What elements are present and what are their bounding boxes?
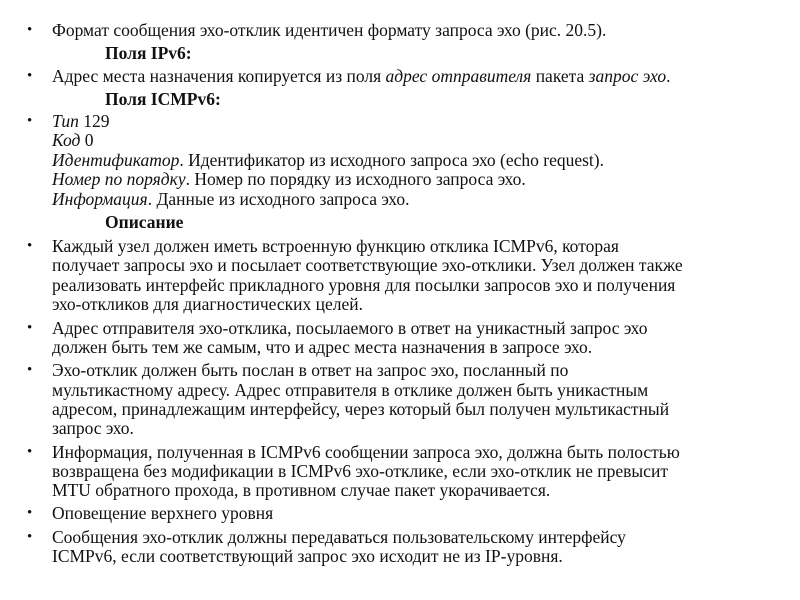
bullet-line: должен быть тем же самым, что и адрес места назначения в запросе эхо. [52,337,593,357]
bullet-icon: • [27,362,33,378]
heading-icmpv6-fields: Поля ICMPv6: [105,89,221,109]
field-value: 129 [78,111,110,131]
bullet-line: адресом, принадлежащим интерфейсу, через который был получен мультикастный [52,399,670,419]
text: пакета [531,66,589,86]
field-data [52,189,409,209]
bullet-icon: • [27,320,33,336]
bullet-line: запрос эхо. [52,418,134,438]
bullet-icon: • [27,238,33,254]
paragraph-destination-address [52,66,670,86]
field-type [52,111,109,131]
field-value: . Данные из исходного запроса эхо. [147,189,410,209]
field-name: Информация [52,189,148,209]
bullet-line: реализовать интерфейс прикладного уровня для посылки запросов эхо и получения [52,275,676,295]
bullet-line: Информация, полученная в ICMPv6 сообщении запроса эхо, должна быть полостью [52,442,680,462]
bullet-icon: • [27,444,33,460]
bullet-line: ICMPv6, если соответствующий запрос эхо исходит не из IP-уровня. [52,546,563,566]
heading-ipv6-fields: Поля IPv6: [105,43,192,63]
heading-description: Описание [105,212,184,232]
bullet-line: Адрес отправителя эхо-отклика, посылаемого в ответ на уникастный запрос эхо [52,318,648,338]
field-sequence-number [52,169,526,189]
field-name: Код [52,130,81,150]
bullet-line: эхо-откликов для диагностических целей. [52,294,364,314]
bullet-line: получает запросы эхо и посылает соответствующие эхо-отклики. Узел должен также [52,255,683,275]
field-name: Номер по порядку [52,169,186,189]
field-name: Тип [52,111,79,131]
field-value: . Идентификатор из исходного запроса эхо (echo request). [179,150,604,170]
bullet-line: возвращена без модификации в ICMPv6 эхо-отклике, если эхо-отклик не превысит [52,461,668,481]
paragraph-format: Формат сообщения эхо-отклик идентичен формату запроса эхо (рис. 20.5). [52,20,607,40]
bullet-icon: • [27,113,33,129]
bullet-icon: • [27,505,33,521]
field-code [52,130,93,150]
field-identifier [52,150,604,170]
bullet-line: мультикастному адресу. Адрес отправителя в отклике должен быть уникастным [52,380,649,400]
bullet-icon: • [27,529,33,545]
bullet-line: MTU обратного прохода, в противном случае пакет укорачивается. [52,480,551,500]
bullet-icon: • [27,68,33,84]
bullet-icon: • [27,22,33,38]
bullet-line: Сообщения эхо-отклик должны передаваться пользовательскому интерфейсу [52,527,626,547]
field-name: Идентификатор [52,150,180,170]
italic-term: запрос эхо [588,66,667,86]
text: . [666,66,671,86]
text: Адрес места назначения копируется из поля [52,66,386,86]
bullet-line: Оповещение верхнего уровня [52,503,274,523]
field-value: 0 [80,130,94,150]
italic-term: адрес отправителя [385,66,532,86]
bullet-line: Эхо-отклик должен быть послан в ответ на запрос эхо, посланный по [52,360,569,380]
field-value: . Номер по порядку из исходного запроса эхо. [185,169,526,189]
bullet-line: Каждый узел должен иметь встроенную функцию отклика ICMPv6, которая [52,236,619,256]
